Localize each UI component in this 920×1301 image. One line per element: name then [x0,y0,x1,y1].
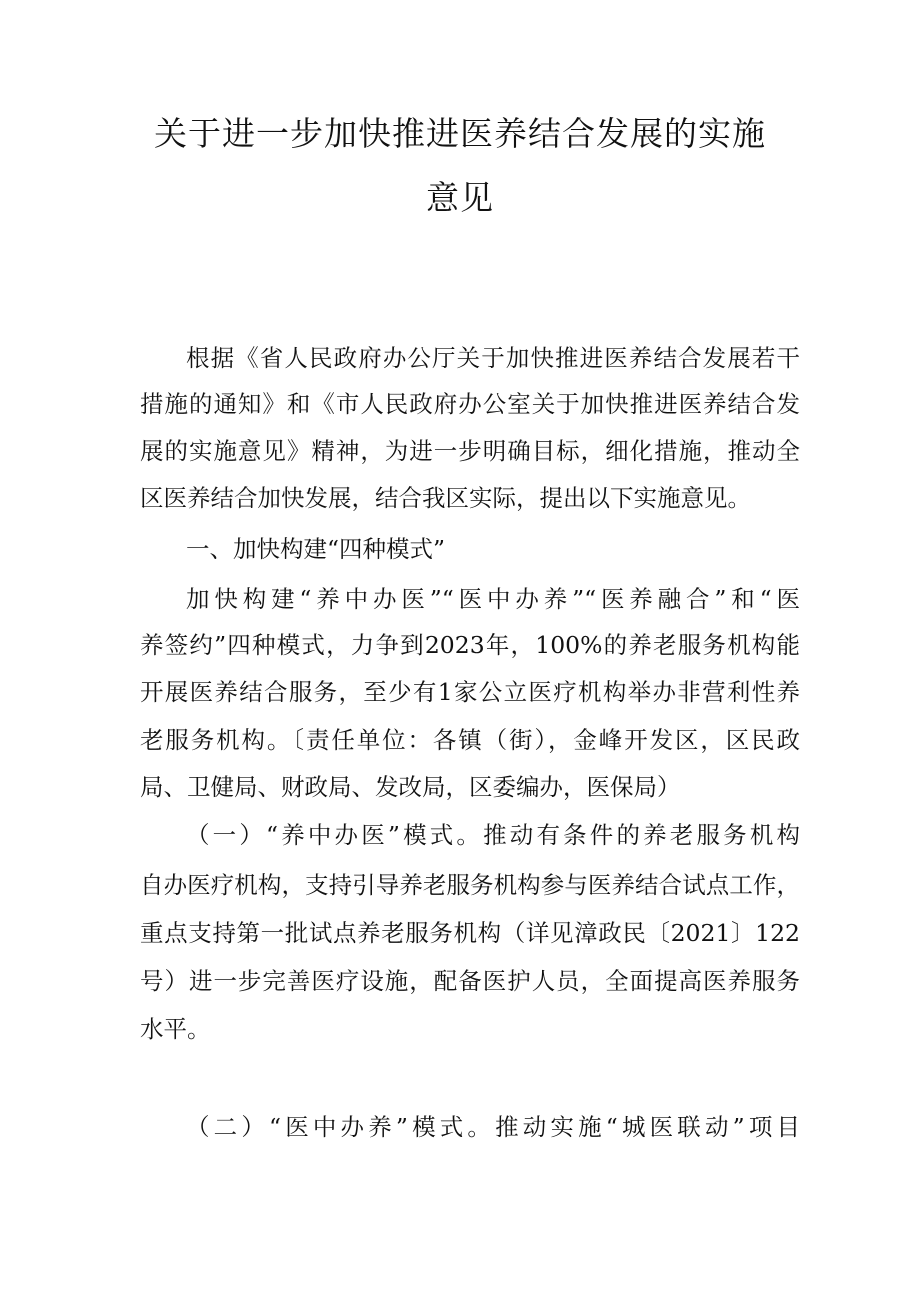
sub2-line-1: （二）“医中办养”模式。推动实施“城医联动”项目 [186,1113,800,1141]
sub1-line-2: 自办医疗机构，支持引导养老服务机构参与医养结合试点工作， [140,871,800,899]
sub1-line-5: 水平。 [140,1015,211,1043]
sub1-line-3: 重点支持第一批试点养老服务机构（详见漳政民〔2021〕122 [140,919,800,947]
section1-heading: 一、加快构建“四种模式” [186,535,446,563]
section1-line-4: 老服务机构。〔责任单位：各镇（街），金峰开发区，区民政 [140,726,800,754]
sub1-line-4: 号）进一步完善医疗设施，配备医护人员，全面提高医养服务 [140,967,800,995]
document-title-line-2: 意见 [426,178,494,217]
intro-line-3: 展的实施意见》精神，为进一步明确目标，细化措施，推动全 [140,437,800,465]
document-title-line-1: 关于进一步加快推进医养结合发展的实施 [154,114,766,153]
intro-line-2: 措施的通知》和《市人民政府办公室关于加快推进医养结合发 [140,390,800,418]
intro-line-4: 区医养结合加快发展，结合我区实际，提出以下实施意见。 [140,484,751,512]
sub1-line-1: （一）“养中办医”模式。推动有条件的养老服务机构 [186,821,800,849]
intro-line-1: 根据《省人民政府办公厅关于加快推进医养结合发展若干 [186,344,800,372]
section1-line-3: 开展医养结合服务，至少有1家公立医疗机构举办非营利性养 [140,678,800,706]
section1-line-1: 加快构建“养中办医”“医中办养”“医养融合”和“医 [186,585,800,613]
section1-line-5: 局、卫健局、财政局、发改局，区委编办，医保局） [140,773,681,801]
section1-line-2: 养签约”四种模式，力争到2023年，100%的养老服务机构能 [140,631,800,659]
